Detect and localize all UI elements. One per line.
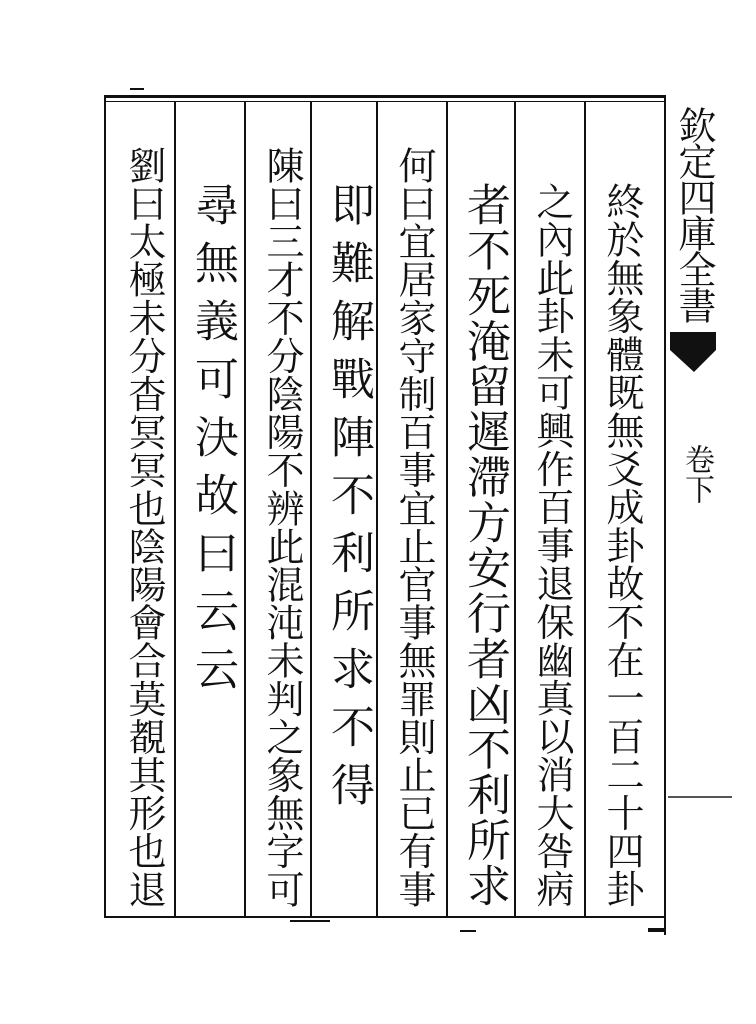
text-column-6: 陳曰三才不分陰陽不辨此混沌未判之象無字可 bbox=[260, 146, 304, 908]
bottom-border-rule bbox=[104, 916, 666, 918]
column-divider bbox=[244, 101, 246, 916]
margin-tick bbox=[668, 796, 732, 798]
scan-speck bbox=[290, 920, 330, 922]
column-divider bbox=[446, 101, 448, 916]
volume-label: 卷下 bbox=[679, 444, 714, 504]
top-border-rule bbox=[104, 95, 666, 98]
top-border-inner-rule bbox=[104, 101, 666, 102]
text-column-8: 劉曰太極未分杳冥冥也陰陽會合莫覩其形也退 bbox=[122, 146, 166, 908]
text-column-1: 終於無象體既無爻成卦故不在一百二十四卦 bbox=[600, 182, 644, 908]
scan-speck bbox=[130, 88, 144, 90]
text-column-5: 即難解戰陣不利所求不得 bbox=[323, 182, 374, 820]
book-title: 欽定四庫全書 bbox=[672, 106, 716, 322]
column-divider bbox=[174, 101, 176, 916]
scan-speck bbox=[648, 928, 666, 932]
text-column-2: 之內此卦未可興作百事退保幽真以消大咎病 bbox=[530, 182, 574, 908]
text-column-4: 何曰宜居家守制百事宜止官事無罪則止已有事 bbox=[392, 146, 436, 908]
text-column-3: 者不死淹留遲滯方安行者凶不利所求 bbox=[459, 182, 510, 908]
left-border-rule bbox=[104, 95, 106, 918]
text-column-7: 尋無義可決故曰云云 bbox=[187, 182, 238, 704]
scan-speck bbox=[460, 930, 476, 932]
fish-tail-mark bbox=[668, 330, 718, 374]
column-divider bbox=[514, 101, 516, 916]
column-divider bbox=[584, 101, 586, 916]
